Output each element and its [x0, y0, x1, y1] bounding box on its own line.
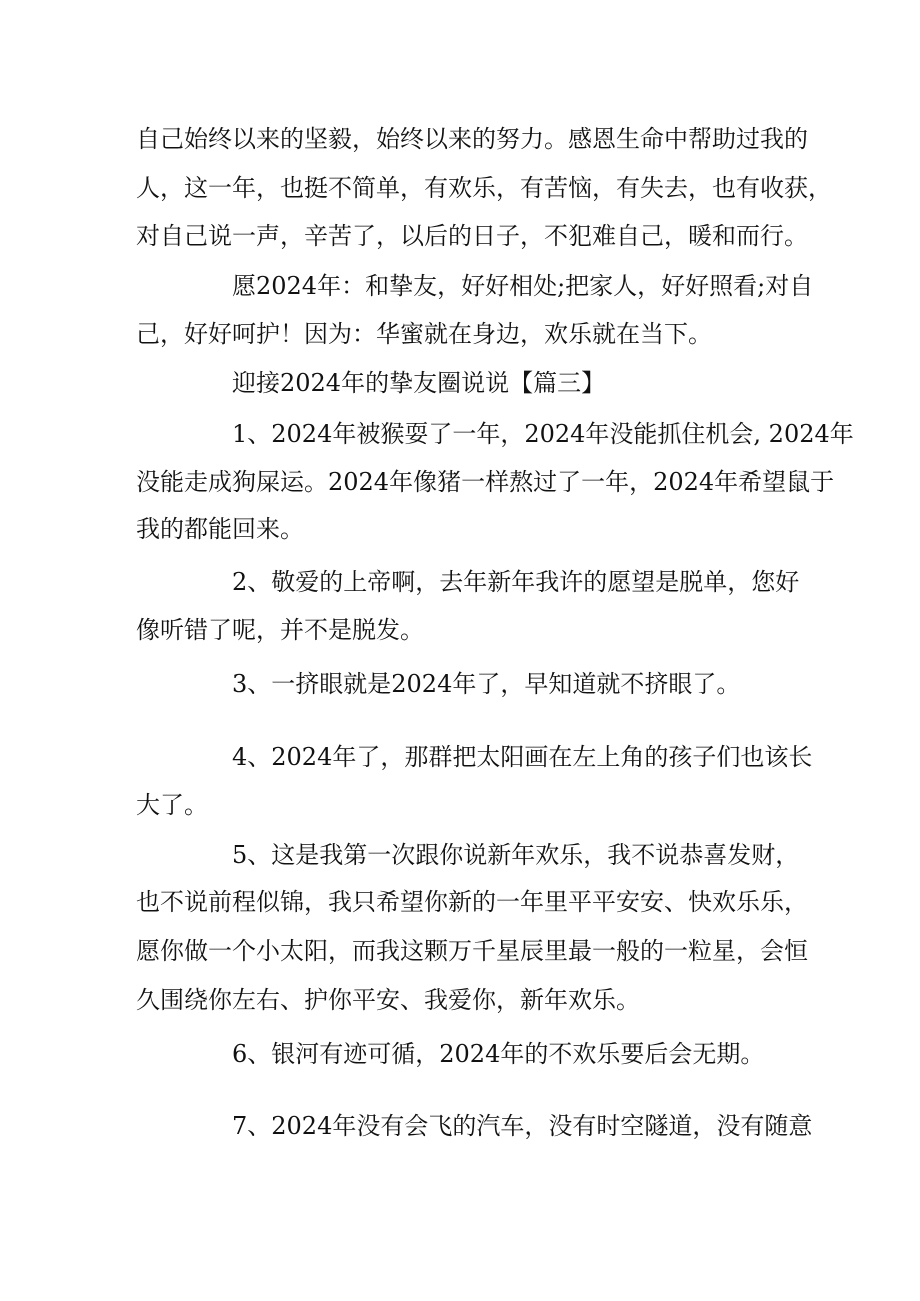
- paragraph-line: 没能走成狗屎运。2024年像猪一样熬过了一年，2024年希望鼠于: [136, 468, 835, 496]
- paragraph-line: 4、2024年了，那群把太阳画在左上角的孩子们也该长: [232, 743, 813, 771]
- paragraph-line: 像听错了呢，并不是脱发。: [136, 616, 424, 644]
- paragraph-line: 7、2024年没有会飞的汽车，没有时空隧道，没有随意: [232, 1112, 813, 1140]
- paragraph-line: 5、这是我第一次跟你说新年欢乐，我不说恭喜发财，: [232, 841, 800, 869]
- section-heading: 迎接2024年的挚友圈说说【篇三】: [232, 369, 606, 397]
- paragraph-line: 也不说前程似锦，我只希望你新的一年里平平安安、快欢乐乐，: [136, 888, 808, 916]
- paragraph-line: 愿2024年：和挚友，好好相处;把家人，好好照看;对自: [232, 272, 814, 300]
- paragraph-line: 久围绕你左右、护你平安、我爱你，新年欢乐。: [136, 986, 640, 1014]
- paragraph-line: 我的都能回来。: [136, 515, 304, 543]
- paragraph-line: 愿你做一个小太阳，而我这颗万千星辰里最一般的一粒星，会恒: [136, 937, 808, 965]
- paragraph-line: 3、一挤眼就是2024年了，早知道就不挤眼了。: [232, 670, 741, 698]
- paragraph-line: 2、敬爱的上帝啊，去年新年我许的愿望是脱单，您好: [232, 568, 800, 596]
- paragraph-line: 对自己说一声，辛苦了，以后的日子，不犯难自己，暖和而行。: [136, 222, 808, 250]
- paragraph-line: 己，好好呵护！因为：华蜜就在身边，欢乐就在当下。: [136, 320, 712, 348]
- paragraph-line: 自己始终以来的坚毅，始终以来的努力。感恩生命中帮助过我的: [136, 125, 808, 153]
- paragraph-line: 6、银河有迹可循，2024年的不欢乐要后会无期。: [232, 1040, 765, 1068]
- paragraph-line: 大了。: [136, 791, 208, 819]
- paragraph-line: 人，这一年，也挺不简单，有欢乐，有苦恼，有失去，也有收获，: [136, 174, 832, 202]
- paragraph-line: 1、2024年被猴耍了一年，2024年没能抓住机会, 2024年: [232, 420, 854, 448]
